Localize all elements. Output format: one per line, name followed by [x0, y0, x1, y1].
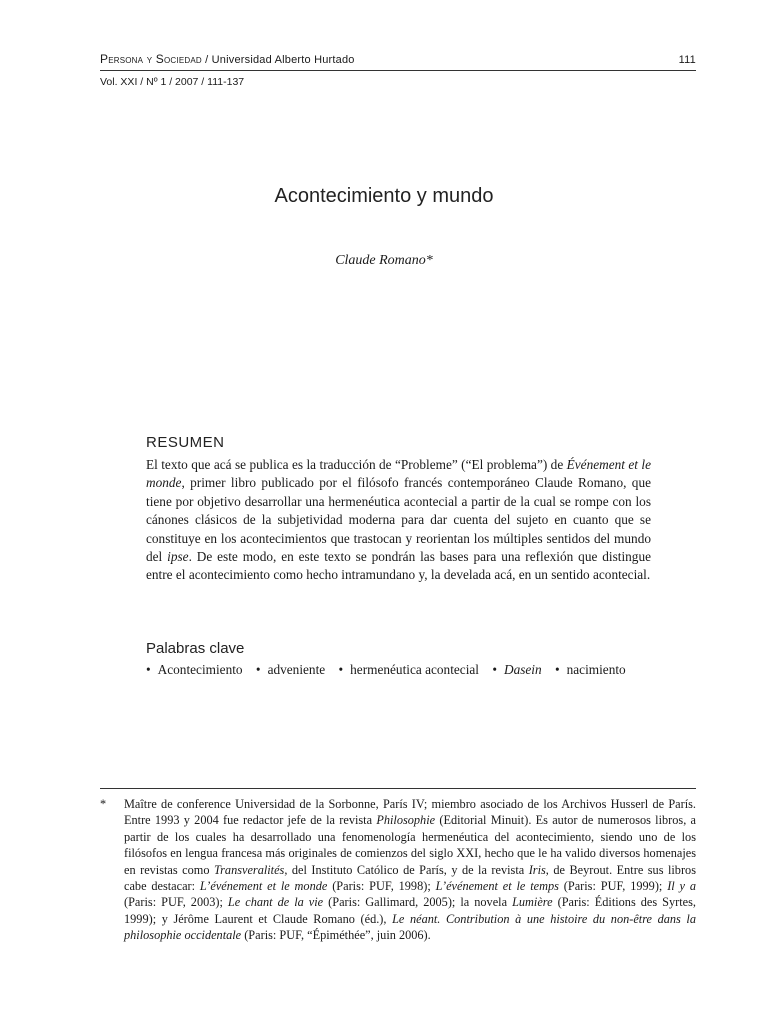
footnote-segment: (Paris: PUF, 1998); — [327, 879, 436, 894]
footnote-italic: Le néant. Contribution à une histoire du non-être dans la philosophie occidentale — [124, 911, 696, 943]
keyword-bullet: • — [554, 662, 560, 677]
footnote-italic: Iris — [528, 862, 546, 877]
keyword-bullet: • — [255, 662, 261, 677]
footnote-italic: Lumière — [512, 895, 553, 910]
journal-institution: / Universidad Alberto Hurtado — [205, 54, 355, 66]
keyword-item: nacimiento — [566, 662, 626, 677]
footnote-rule — [100, 788, 696, 789]
keyword-bullet: • — [338, 662, 344, 677]
keyword-item: Acontecimiento — [157, 662, 243, 677]
keyword-item: hermenéutica acontecial — [350, 662, 479, 677]
abstract-book-title: Événement et le monde — [146, 457, 651, 491]
footnote-italic: L’événement et le temps — [435, 879, 559, 894]
footnote-italic: Transveralités — [213, 862, 285, 877]
footnote-italic: Il y a — [667, 879, 696, 894]
footnote-segment: (Paris: PUF, 1999); — [558, 879, 668, 894]
footnote-italic: L’événement et le monde — [199, 879, 328, 894]
author-name: Claude Romano* — [335, 253, 433, 268]
journal-name — [100, 52, 355, 66]
abstract-text-3: . De este modo, en este texto se pondrán las bases para una reflexión que distingue entre el acontecimiento como hecho intramundano y, la develada acá, en un sentido acontecial. — [146, 549, 652, 583]
header-rule — [100, 70, 696, 71]
author-footnote — [100, 796, 696, 944]
keywords-heading: Palabras clave — [146, 640, 245, 657]
footnote-italic: Le chant de la vie — [227, 895, 324, 910]
abstract-text — [146, 456, 651, 585]
keywords-list — [146, 661, 666, 679]
footnote-segment: (Editorial Minuit). Es autor de numerosos libros, a partir de los cuales ha desarrollado una fenomenología hermenéutica del acontecimiento, siendo uno de los filósofos en lengua francesa más originales de comienzos del siglo XXI, hecho que le ha valido diversos homenajes en revistas como — [124, 813, 696, 877]
footnote-segment: , de Beyrout. Entre sus libros cabe destacar: — [124, 862, 696, 894]
footnote-segment: (Paris: Éditions des Syrtes, 1999); y Jérôme Laurent et Claude Romano (éd.), — [124, 895, 696, 926]
keyword-bullet: • — [146, 662, 151, 677]
footnote-segment: (Paris: PUF, “Épiméthée”, juin 2006). — [241, 928, 431, 943]
footnote-text — [124, 796, 696, 944]
footnote-segment: (Paris: Gallimard, 2005); la novela — [323, 895, 513, 910]
volume-line: Vol. XXI / Nº 1 / 2007 / 111-137 — [100, 76, 245, 88]
keyword-bullet: • — [492, 662, 497, 677]
abstract-ipse: ipse — [167, 549, 189, 565]
keyword-item: Dasein — [503, 662, 542, 677]
abstract-text-2: , primer libro publicado por el filósofo francés contemporáneo Claude Romano, que tiene por objetivo desarrollar una hermenéutica acontecial a partir de la cual se rompe con los cánones clásicos de la subjetividad moderna para dar cuenta del sujeto en cuanto que se constituye en los acontecimientos que trastocan y reorientan los múltiples sentidos del mundo del — [146, 475, 651, 565]
abstract-heading: RESUMEN — [146, 434, 225, 451]
footnote-marker: * — [100, 797, 107, 811]
footnote-italic: Philosophie — [376, 813, 436, 828]
article-title: Acontecimiento y mundo — [274, 185, 494, 207]
footnote-segment: Maître de conference Universidad de la Sorbonne, París IV; miembro asociado de los Archivos Husserl de París. Entre 1993 y 2004 fue redactor jefe de la revista — [124, 797, 696, 828]
page-number: 111 — [678, 54, 696, 66]
footnote-segment: (Paris: PUF, 2003); — [124, 895, 228, 910]
keyword-item: adveniente — [267, 662, 326, 677]
footnote-segment: , del Instituto Católico de París, y de la revista — [284, 862, 529, 877]
abstract-text-1: El texto que acá se publica es la traducción de “Probleme” (“El problema”) de — [146, 457, 567, 472]
running-head — [100, 52, 696, 66]
journal-title: Persona y Sociedad — [100, 52, 202, 66]
